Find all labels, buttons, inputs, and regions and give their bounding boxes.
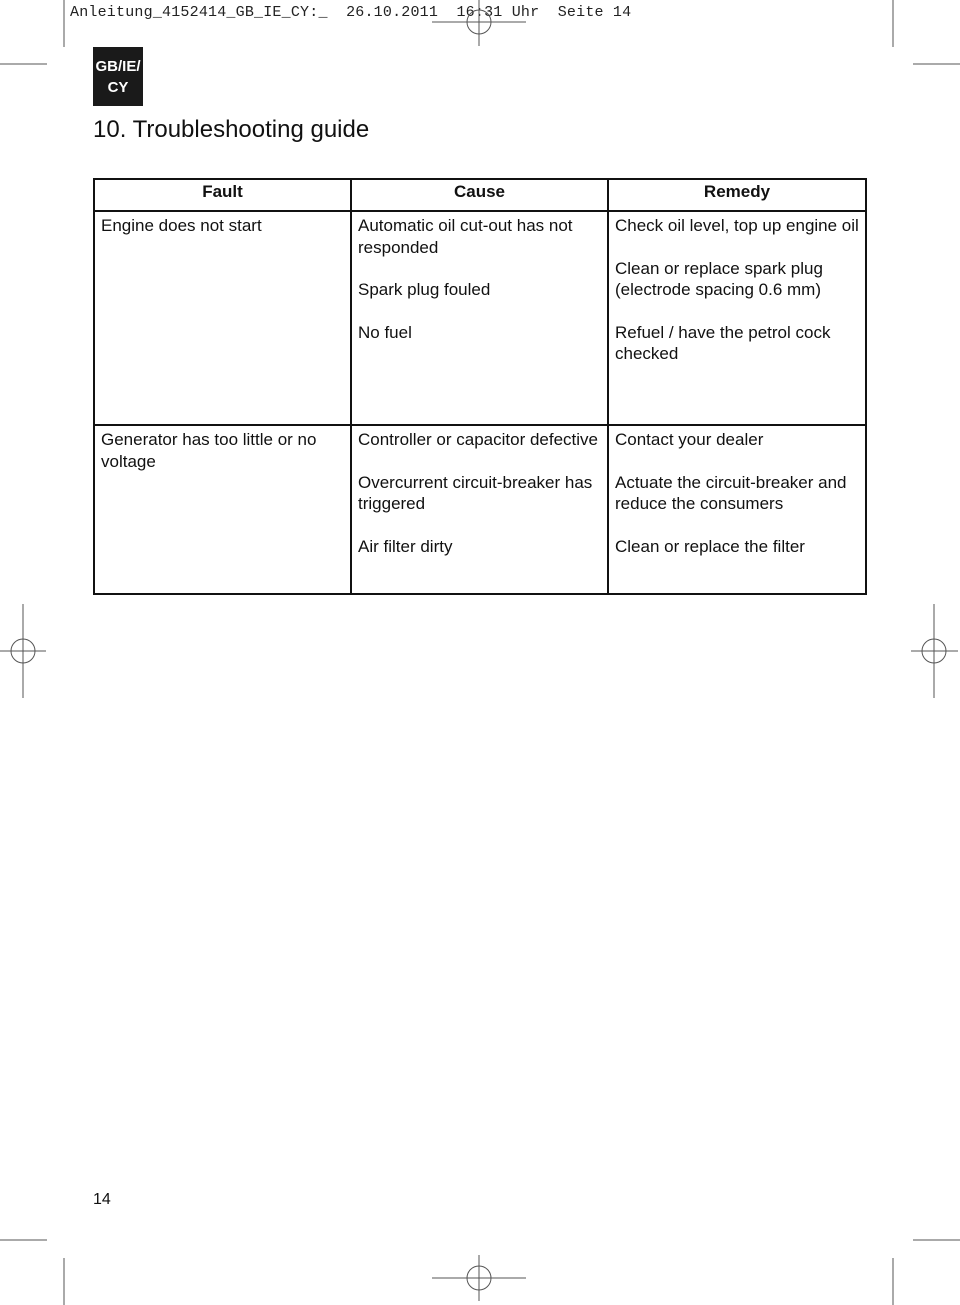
remedy-text: Actuate the circuit-breaker and reduce the consumers [615,472,847,513]
cause-cell [351,425,608,594]
remedy-text: Refuel / have the petrol cock checked [615,322,831,363]
language-badge-line1: GB/IE/ [95,57,141,75]
cause-text: No fuel [358,322,412,342]
registration-target-bottom [432,1255,526,1301]
page-number: 14 [93,1191,111,1208]
remedy-cell [608,425,866,594]
print-page-label: Seite 14 [557,4,632,21]
header-fault: Fault [94,179,351,211]
cause-text: Air filter dirty [358,536,453,556]
fault-text: Generator has too little or no voltage [101,430,317,471]
remedy-text: Check oil level, top up engine oil [615,216,859,235]
fault-text: Engine does not start [101,216,262,235]
cause-text: Overcurrent circuit-breaker has triggered [358,472,593,513]
table-header-row [94,179,866,211]
remedy-text: Clean or replace the filter [615,536,805,556]
cause-text: Automatic oil cut-out has not responded [358,216,573,257]
remedy-text: Clean or replace spark plug (electrode spacing 0.6 mm) [615,258,823,299]
table-row [94,425,866,594]
print-date: 26.10.2011 [346,4,439,21]
cause-text: Controller or capacitor defective [358,430,599,449]
header-remedy: Remedy [608,179,866,211]
language-badge-line2: CY [107,78,129,96]
header-cause: Cause [351,179,608,211]
fault-cell [94,425,351,594]
language-badge [93,47,143,106]
remedy-text: Contact your dealer [615,430,764,449]
print-time: 16:31 Uhr [456,4,540,21]
registration-target-left [0,604,46,698]
cause-cell [351,211,608,425]
fault-cell [94,211,351,425]
remedy-cell [608,211,866,425]
print-file-name: Anleitung_4152414_GB_IE_CY:_ [70,4,328,21]
troubleshooting-table [93,178,867,595]
registration-target-right [911,604,958,698]
registration-target-top [432,0,526,46]
page-title: 10. Troubleshooting guide [93,116,370,143]
table-row [94,211,866,425]
cause-text: Spark plug fouled [358,280,491,299]
